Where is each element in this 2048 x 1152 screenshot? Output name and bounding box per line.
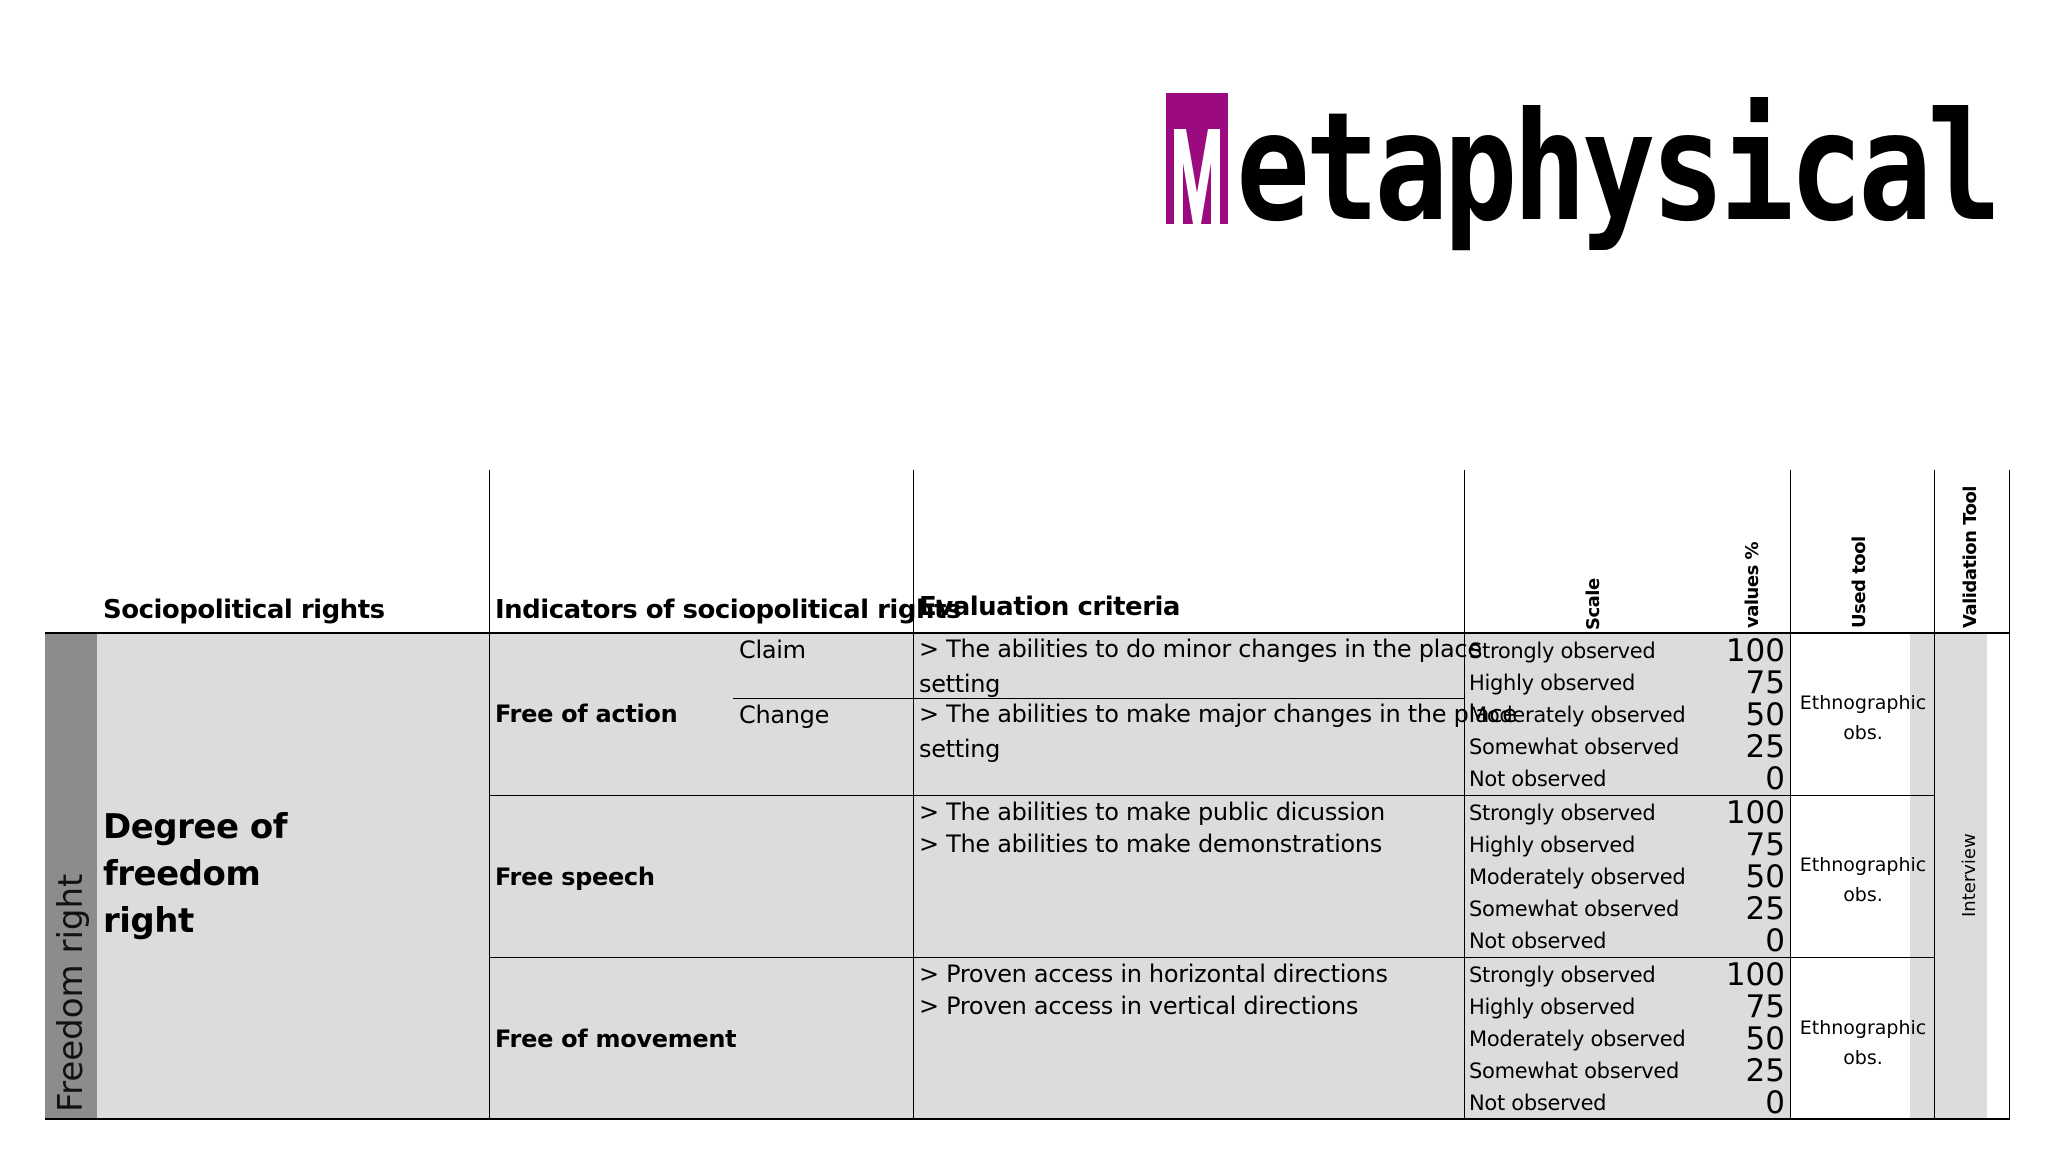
used-tool-3: Ethnographic obs. bbox=[1799, 1017, 1927, 1069]
scale-label: Strongly observed bbox=[1469, 963, 1656, 987]
scale-value: 0 bbox=[1765, 923, 1785, 959]
criteria-movement-2: > Proven access in vertical directions bbox=[919, 992, 1359, 1020]
criteria-speech-1: > The abilities to make public dicussion bbox=[919, 798, 1385, 826]
scale-value: 100 bbox=[1725, 795, 1785, 831]
indicator-free-of-movement: Free of movement bbox=[495, 1025, 737, 1053]
criteria-claim-2: setting bbox=[919, 670, 1001, 698]
header-values: values % bbox=[1742, 541, 1763, 628]
scale-label: Moderately observed bbox=[1469, 865, 1686, 889]
logo-m-block bbox=[1166, 93, 1228, 224]
scale-label: Highly observed bbox=[1469, 995, 1636, 1019]
scale-label: Not observed bbox=[1469, 767, 1607, 791]
logo-text: etaphysical bbox=[1236, 81, 1997, 255]
scale-value: 75 bbox=[1745, 665, 1785, 701]
criteria-speech-2: > The abilities to make demonstrations bbox=[919, 830, 1383, 858]
scale-label: Not observed bbox=[1469, 1091, 1607, 1115]
category-line-1: Degree of bbox=[103, 807, 287, 847]
criteria-change-2: setting bbox=[919, 735, 1001, 763]
scale-value: 25 bbox=[1745, 1053, 1785, 1089]
header-evaluation-criteria: Evaluation criteria bbox=[919, 592, 1180, 622]
scale-label: Somewhat observed bbox=[1469, 897, 1680, 921]
scale-label: Moderately observed bbox=[1469, 1027, 1686, 1051]
indicator-free-speech: Free speech bbox=[495, 863, 655, 891]
scale-value: 100 bbox=[1725, 957, 1785, 993]
header-indicators: Indicators of sociopolitical rights bbox=[495, 595, 961, 625]
scale-value: 50 bbox=[1745, 1021, 1785, 1057]
logo-m-icon bbox=[1166, 93, 1228, 224]
scale-label: Strongly observed bbox=[1469, 639, 1656, 663]
scale-label: Highly observed bbox=[1469, 833, 1636, 857]
metaphysical-logo bbox=[1166, 81, 1997, 255]
scale-value: 25 bbox=[1745, 729, 1785, 765]
scale-value: 50 bbox=[1745, 697, 1785, 733]
scale-label: Strongly observed bbox=[1469, 801, 1656, 825]
header-sociopolitical-rights: Sociopolitical rights bbox=[103, 595, 385, 625]
header-used-tool: Used tool bbox=[1849, 536, 1870, 628]
scale-label: Somewhat observed bbox=[1469, 735, 1680, 759]
scale-value: 0 bbox=[1765, 761, 1785, 797]
scale-value: 75 bbox=[1745, 989, 1785, 1025]
scale-value: 0 bbox=[1765, 1085, 1785, 1121]
scale-label: Moderately observed bbox=[1469, 703, 1686, 727]
category-line-2: freedom bbox=[103, 854, 261, 894]
indicator-free-of-action: Free of action bbox=[495, 700, 678, 728]
criteria-movement-1: > Proven access in horizontal directions bbox=[919, 960, 1388, 988]
category-line-3: right bbox=[103, 901, 194, 941]
scale-value: 100 bbox=[1725, 633, 1785, 669]
used-tool-1: Ethnographic obs. bbox=[1799, 692, 1927, 744]
scale-label: Not observed bbox=[1469, 929, 1607, 953]
used-tool-2: Ethnographic obs. bbox=[1799, 854, 1927, 906]
header-scale: Scale bbox=[1583, 578, 1604, 630]
scale-label: Highly observed bbox=[1469, 671, 1636, 695]
side-label: Freedom right bbox=[51, 873, 91, 1112]
sub-claim: Claim bbox=[739, 636, 806, 664]
rights-table bbox=[45, 470, 2005, 1120]
scale-value: 50 bbox=[1745, 859, 1785, 895]
validation-interview: Interview bbox=[1959, 833, 1980, 917]
criteria-claim-1: > The abilities to do minor changes in the place bbox=[919, 635, 1482, 663]
scale-label: Somewhat observed bbox=[1469, 1059, 1680, 1083]
sub-change: Change bbox=[739, 701, 830, 729]
criteria-change-1: > The abilities to make major changes in the place bbox=[919, 700, 1517, 728]
header-validation-tool: Validation Tool bbox=[1960, 486, 1981, 628]
scale-value: 25 bbox=[1745, 891, 1785, 927]
scale-value: 75 bbox=[1745, 827, 1785, 863]
